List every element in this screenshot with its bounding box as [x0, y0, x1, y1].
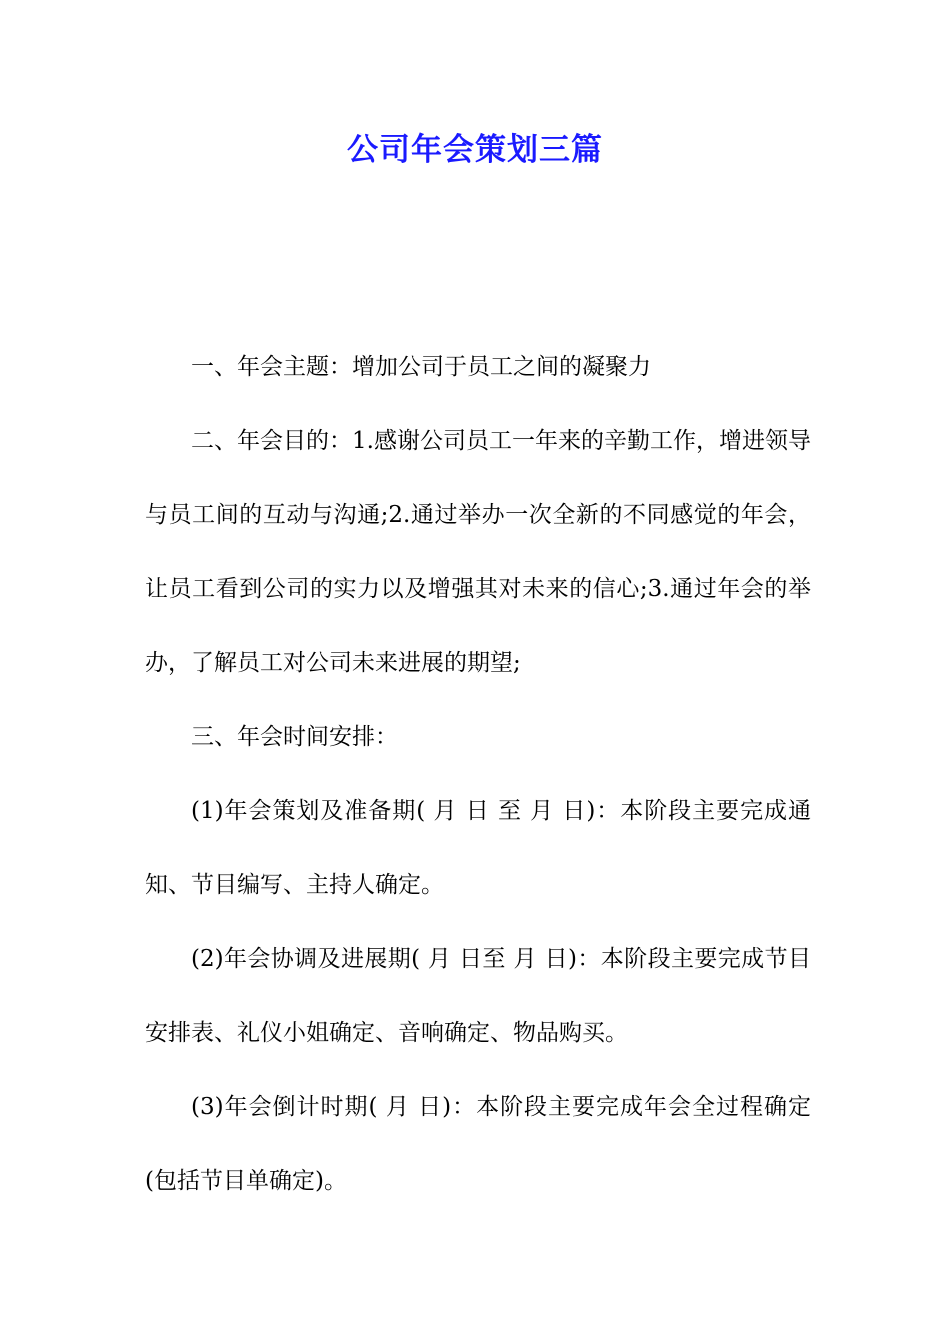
document-body	[145, 330, 811, 1218]
paragraph-phase-1: (1)年会策划及准备期( 月 日 至 月 日)：本阶段主要完成通知、节目编写、主持人确定。	[145, 798, 811, 898]
paragraph-schedule-heading: 三、年会时间安排：	[191, 724, 398, 750]
document-title: 公司年会策划三篇	[347, 132, 603, 168]
paragraph-purpose: 二、年会目的：1.感谢公司员工一年来的辛勤工作，增进领导与员工间的互动与沟通;2.通过举办一次全新的不同感觉的年会，让员工看到公司的实力以及增强其对未来的信心;3.通过年会的举办，了解员工对公司未来进展的期望;	[145, 428, 811, 676]
paragraph-theme: 一、年会主题：增加公司于员工之间的凝聚力	[191, 354, 651, 380]
paragraph-phase-2: (2)年会协调及进展期( 月 日至 月 日)：本阶段主要完成节目安排表、礼仪小姐确定、音响确定、物品购买。	[145, 946, 811, 1046]
paragraph-phase-3: (3)年会倒计时期( 月 日)：本阶段主要完成年会全过程确定(包括节目单确定)。	[145, 1094, 811, 1194]
